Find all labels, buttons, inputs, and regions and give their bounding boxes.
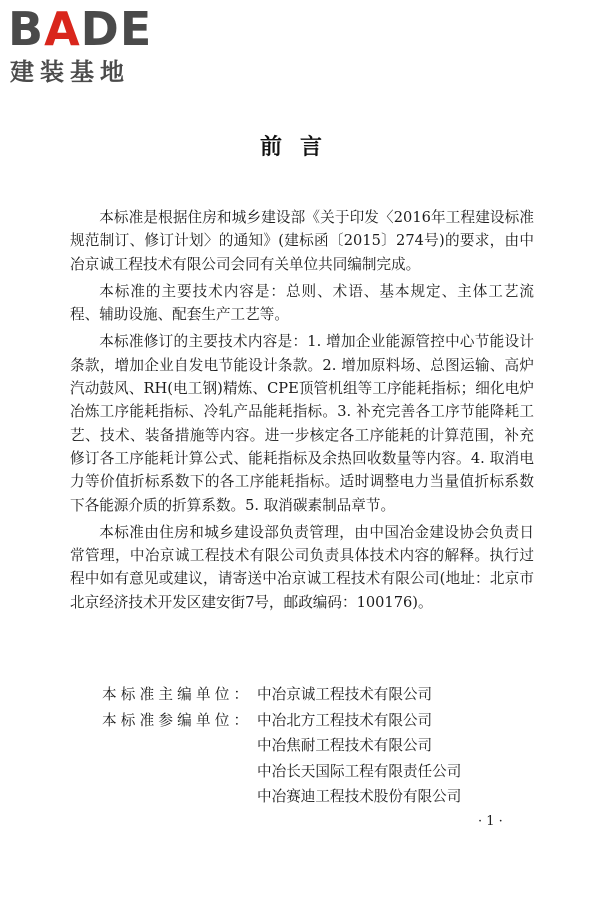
logo-subtitle: 建装基地	[10, 58, 130, 86]
paragraph-main-content: 本标准的主要技术内容是：总则、术语、基本规定、主体工艺流程、辅助设施、配套生产工艺等。	[70, 282, 534, 324]
paragraph-revision-content: 本标准修订的主要技术内容是：1. 增加企业能源管控中心节能设计条款，增加企业自发电节能设计条款。2. 增加原料场、总图运输、高炉汽动鼓风、RH(电工钢)精炼、CPE顶管机组等工序能耗指标；细化电炉冶炼工序能耗指标、冷轧产品能耗指标。3. 补充完善各工序节能降耗工艺、技术、装备措施等内容。进一步核定各工序能耗的计算范围，补充修订各工序能耗计算公式、能耗指标及余热回收数量等内容。4. 取消电力等价值折标系数下的各工序能耗指标。适时调整电力当量值折标系数下各能源介质的折算系数。5. 取消碳素制品章节。	[70, 333, 534, 514]
logo-letter-a: A	[44, 2, 81, 56]
page-title: 前言	[259, 135, 340, 160]
participating-org-name: 中冶长天国际工程有限责任公司	[257, 762, 462, 780]
paragraph-basis: 本标准是根据住房和城乡建设部《关于印发〈2016年工程建设标准规范制订、修订计划〉的通知》(建标函〔2015〕274号)的要求，由中冶京诚工程技术有限公司会同有关单位共同编制完成。	[70, 209, 534, 273]
chief-org-name: 中冶京诚工程技术有限公司	[257, 686, 433, 703]
participating-org-row	[102, 759, 542, 785]
logo-letters-rest: DE	[80, 2, 153, 56]
preface-body	[70, 206, 534, 614]
chief-org-row	[102, 682, 542, 708]
participating-org-name: 中冶赛迪工程技术股份有限公司	[257, 788, 462, 806]
logo-letter-b: B	[8, 2, 45, 56]
participating-org-name: 中冶焦耐工程技术有限公司	[257, 737, 433, 755]
chief-org-label: 本标准主编单位：	[102, 686, 253, 703]
paragraph-management: 本标准由住房和城乡建设部负责管理，由中国冶金建设协会负责日常管理，中冶京诚工程技术有限公司负责具体技术内容的解释。执行过程中如有意见或建议，请寄送中冶京诚工程技术有限公司(地址：北京市北京经济技术开发区建安街7号，邮政编码：100176)。	[70, 523, 534, 611]
participating-org-row	[102, 784, 542, 810]
organizations-list	[102, 682, 542, 810]
participating-org-row	[102, 733, 542, 759]
participating-org-row	[102, 708, 542, 734]
logo-wordmark	[8, 2, 153, 56]
participating-org-label: 本标准参编单位：	[102, 711, 253, 729]
participating-org-name: 中冶北方工程技术有限公司	[257, 711, 433, 729]
page-number: · 1 ·	[478, 814, 503, 829]
brand-logo	[8, 2, 178, 90]
